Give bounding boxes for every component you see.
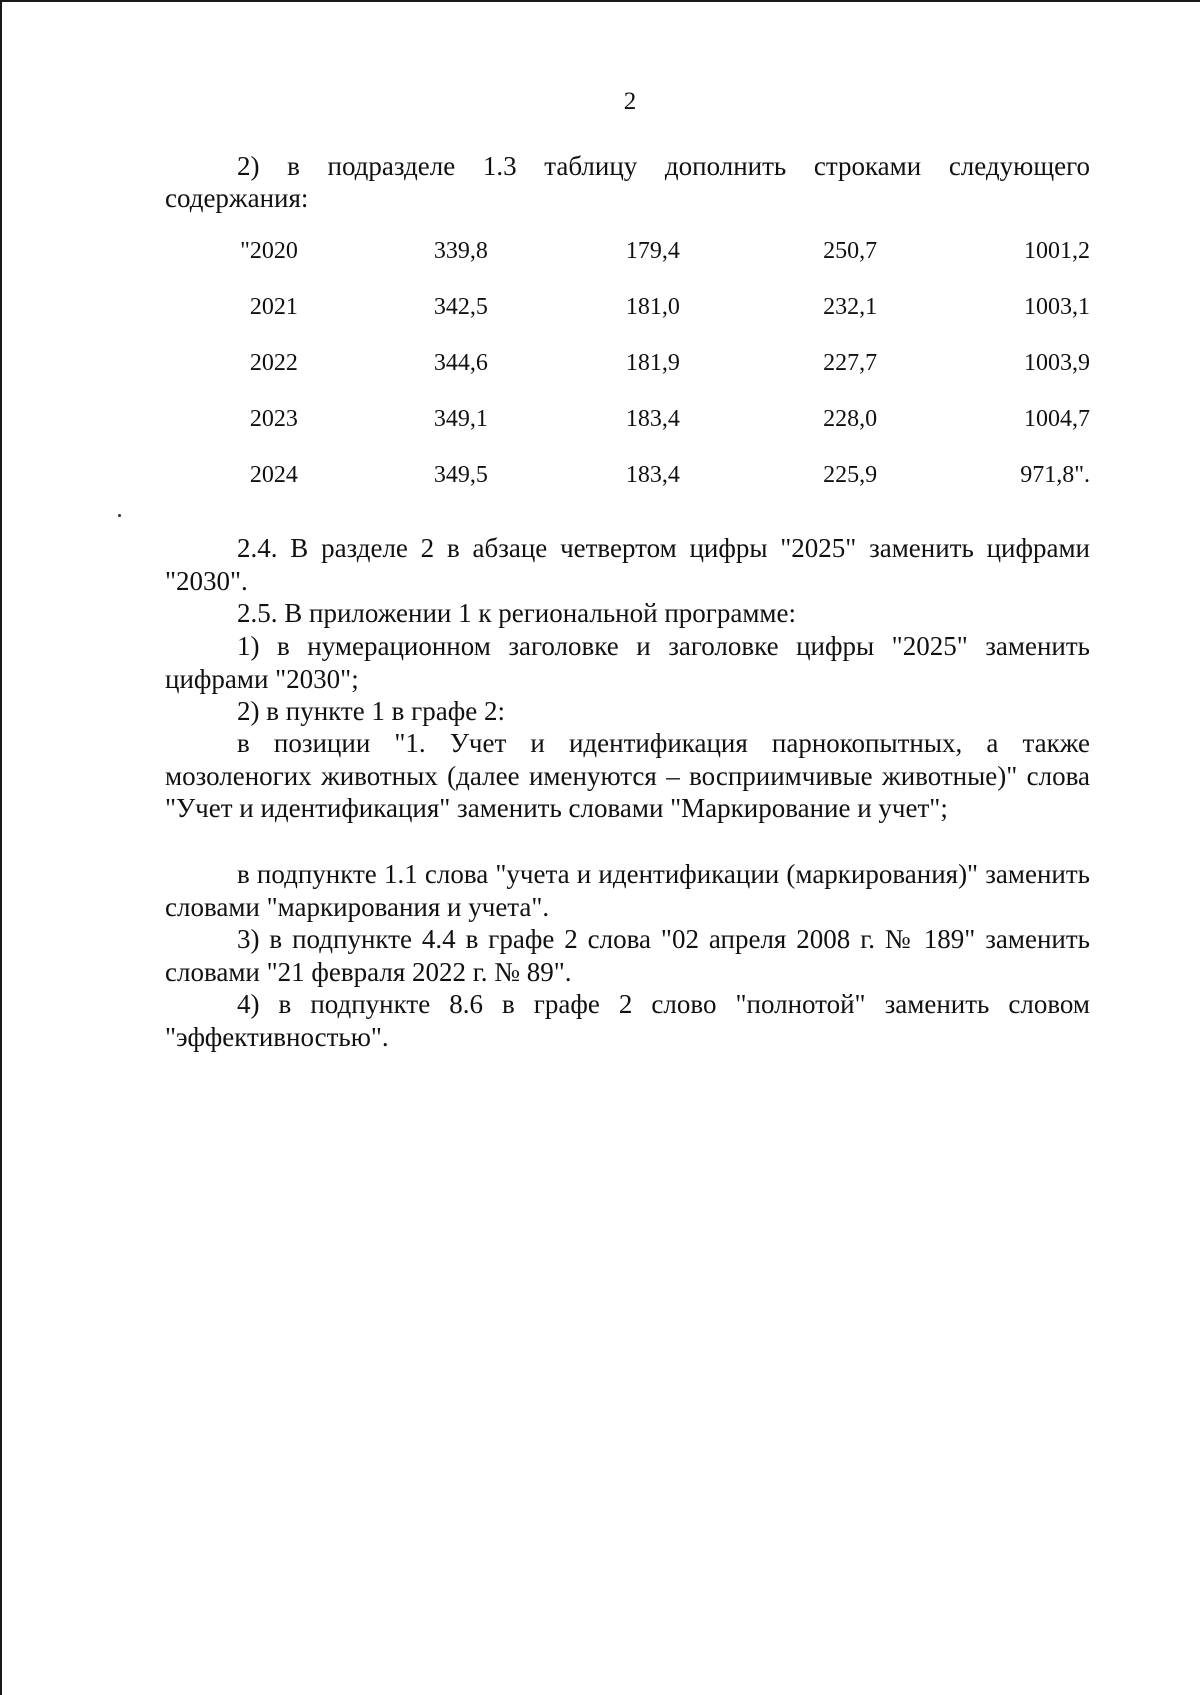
table-row (165, 294, 1090, 350)
table-cell-total: 1003,1 (1024, 294, 1090, 320)
paragraph-2-5-item-1: 1) в нумерационном заголовке и заголовке цифры "2025" заменить цифрами "2030"; (165, 631, 1090, 694)
scan-speck (118, 514, 121, 517)
table-row (165, 238, 1090, 294)
paragraph-2-5: 2.5. В приложении 1 к региональной программе: (237, 598, 796, 628)
paragraph-2-4: 2.4. В разделе 2 в абзаце четвертом цифры "2025" заменить цифрами "2030". (165, 533, 1090, 596)
table-cell-value-1: 344,6 (433, 350, 488, 376)
table-row (165, 406, 1090, 462)
table-cell-total: 1004,7 (1024, 406, 1090, 432)
data-table (165, 238, 1090, 518)
table-cell-total: 971,8". (1020, 462, 1090, 488)
table-cell-value-2: 181,9 (625, 350, 680, 376)
scan-edge-left (0, 0, 2, 1695)
table-cell-value-2: 179,4 (625, 238, 680, 264)
table-cell-value-1: 339,8 (433, 238, 488, 264)
table-cell-value-1: 349,1 (433, 406, 488, 432)
intro-line-1: 2) в подразделе 1.3 таблицу дополнить строками следующего (237, 151, 1090, 181)
intro-line-2: содержания: (165, 183, 309, 213)
table-cell-total: 1001,2 (1024, 238, 1090, 264)
table-cell-value-2: 181,0 (625, 294, 680, 320)
paragraph-2-5-item-2-subitem: в подпункте 1.1 слова "учета и идентификации (маркирования)" заменить словами "маркирования и учета". (165, 859, 1090, 922)
table-row (165, 462, 1090, 518)
table-cell-year: 2022 (249, 350, 298, 376)
table-cell-year: 2024 (249, 462, 298, 488)
paragraph-2-5-item-2: 2) в пункте 1 в графе 2: (237, 696, 505, 726)
table-cell-value-2: 183,4 (625, 462, 680, 488)
paragraph-2-5-item-3: 3) в подпункте 4.4 в графе 2 слова "02 апреля 2008 г. № 189" заменить словами "21 февраля 2022 г. № 89". (165, 924, 1090, 987)
table-cell-value-3: 250,7 (823, 238, 878, 264)
table-row (165, 350, 1090, 406)
table-cell-value-1: 349,5 (433, 462, 488, 488)
table-cell-value-3: 232,1 (823, 294, 878, 320)
table-cell-value-2: 183,4 (625, 406, 680, 432)
table-cell-value-1: 342,5 (433, 294, 488, 320)
paragraph-2-5-item-2-position: в позиции "1. Учет и идентификация парнокопытных, а также мозоленогих животных (далее именуются – восприимчивые животные)" слова "Учет и идентификация" заменить словами "Маркирование и учет"; (165, 728, 1090, 823)
table-cell-value-3: 225,9 (823, 462, 878, 488)
table-cell-year: 2021 (249, 294, 298, 320)
table-cell-value-3: 227,7 (823, 350, 878, 376)
table-cell-value-3: 228,0 (823, 406, 878, 432)
paragraph-2-5-item-4: 4) в подпункте 8.6 в графе 2 слово "полнотой" заменить словом "эффективностью". (165, 989, 1090, 1052)
page-number: 2 (623, 88, 637, 115)
table-cell-total: 1003,9 (1024, 350, 1090, 376)
table-cell-year: "2020 (240, 238, 298, 264)
scan-edge-top (0, 0, 1200, 2)
table-cell-year: 2023 (249, 406, 298, 432)
